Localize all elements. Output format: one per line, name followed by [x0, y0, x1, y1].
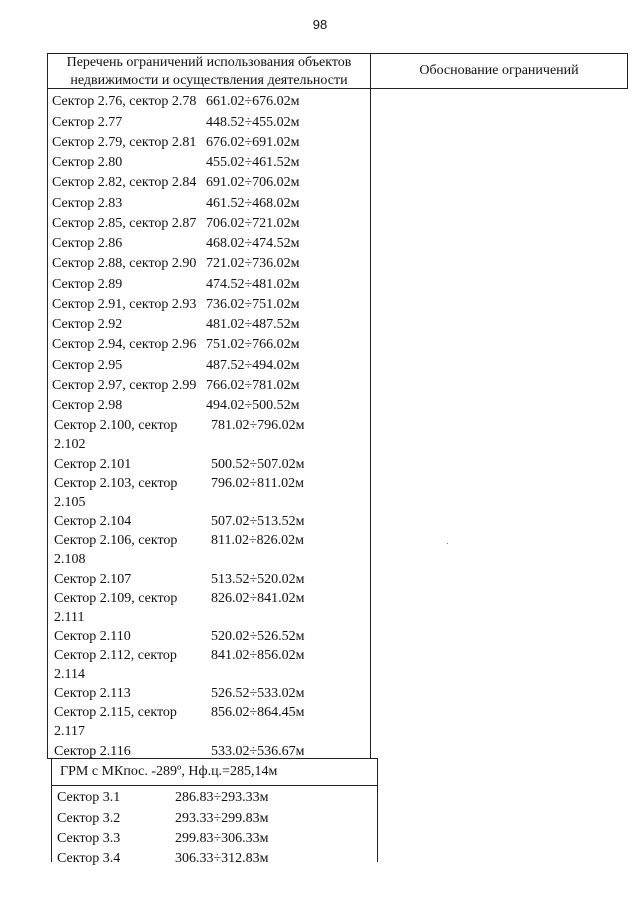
sector-range: 481.02÷487.52м — [206, 317, 300, 332]
sector-range: 856.02÷864.45м — [211, 705, 305, 720]
sector-range: 299.83÷306.33м — [175, 831, 269, 846]
section-row — [57, 849, 373, 868]
table-row — [54, 570, 370, 589]
sector-name: Сектор 2.112, сектор — [54, 648, 177, 663]
sector-name: Сектор 2.104 — [54, 514, 132, 529]
sector-name: Сектор 2.95 — [52, 358, 123, 373]
page-number: 98 — [312, 17, 328, 32]
sector-name: Сектор 2.98 — [52, 398, 123, 413]
section-row — [57, 829, 373, 848]
table-row — [54, 589, 370, 627]
sector-name: Сектор 2.86 — [52, 236, 123, 251]
sector-range: 513.52÷520.02м — [211, 572, 305, 587]
table-row — [52, 376, 368, 395]
table-left-border-lower — [51, 758, 52, 862]
sector-range: 706.02÷721.02м — [206, 216, 300, 231]
section-row — [57, 788, 373, 807]
sector-name-continuation: 2.102 — [54, 437, 86, 452]
table-row — [52, 133, 368, 152]
sector-range: 474.52÷481.02м — [206, 277, 300, 292]
sector-name: Сектор 2.97, сектор 2.99 — [52, 378, 197, 393]
sector-range: 520.02÷526.52м — [211, 629, 305, 644]
table-row — [52, 396, 368, 415]
sector-name: Сектор 2.89 — [52, 277, 123, 292]
sector-name: Сектор 2.103, сектор — [54, 476, 178, 491]
header-column-restrictions — [48, 54, 370, 90]
sector-name: Сектор 2.106, сектор — [54, 533, 178, 548]
sector-range: 826.02÷841.02м — [211, 591, 305, 606]
table-row — [52, 295, 368, 314]
sector-range: 661.02÷676.02м — [206, 94, 300, 109]
table-row — [52, 335, 368, 354]
table-left-border — [47, 53, 48, 758]
sector-name-continuation: 2.114 — [54, 667, 85, 682]
table-row — [52, 153, 368, 172]
sector-name-continuation: 2.105 — [54, 495, 86, 510]
table-row — [54, 742, 370, 761]
column-divider — [370, 53, 371, 758]
sector-name: Сектор 2.91, сектор 2.93 — [52, 297, 197, 312]
table-row — [54, 474, 370, 512]
section-bottom-border — [51, 785, 378, 786]
sector-name: Сектор 2.92 — [52, 317, 123, 332]
sector-range: 533.02÷536.67м — [211, 744, 305, 759]
sector-range: 721.02÷736.02м — [206, 256, 300, 271]
table-row — [52, 194, 368, 213]
table-row — [52, 275, 368, 294]
table-row — [52, 234, 368, 253]
section-row — [57, 809, 373, 828]
sector-name: Сектор 3.4 — [57, 851, 121, 866]
table-row — [52, 214, 368, 233]
sector-name: Сектор 2.88, сектор 2.90 — [52, 256, 197, 271]
sector-name: Сектор 2.83 — [52, 196, 123, 211]
sector-name: Сектор 2.80 — [52, 155, 123, 170]
sector-range: 736.02÷751.02м — [206, 297, 300, 312]
sector-range: 526.52÷533.02м — [211, 686, 305, 701]
table-row — [52, 173, 368, 192]
sector-name: Сектор 2.79, сектор 2.81 — [52, 135, 197, 150]
table-row — [52, 315, 368, 334]
table-row — [54, 703, 370, 741]
sector-name: Сектор 2.77 — [52, 115, 123, 130]
sector-range: 841.02÷856.02м — [211, 648, 305, 663]
sector-range: 286.83÷293.33м — [175, 790, 269, 805]
sector-range: 751.02÷766.02м — [206, 337, 300, 352]
sector-name: Сектор 2.116 — [54, 744, 131, 759]
sector-name: Сектор 3.1 — [57, 790, 121, 805]
sector-name: Сектор 2.109, сектор — [54, 591, 178, 606]
table-row — [54, 512, 370, 531]
sector-name-continuation: 2.117 — [54, 724, 85, 739]
sector-name: Сектор 2.94, сектор 2.96 — [52, 337, 197, 352]
sector-range: 487.52÷494.02м — [206, 358, 300, 373]
table-row — [52, 254, 368, 273]
sector-name: Сектор 3.2 — [57, 811, 121, 826]
table-row — [54, 646, 370, 684]
sector-name-continuation: 2.111 — [54, 610, 85, 625]
sector-name: Сектор 2.82, сектор 2.84 — [52, 175, 197, 190]
table-right-border — [627, 53, 628, 88]
sector-range: 306.33÷312.83м — [175, 851, 269, 866]
sector-range: 448.52÷455.02м — [206, 115, 300, 130]
sector-range: 507.02÷513.52м — [211, 514, 305, 529]
sector-name: Сектор 2.101 — [54, 457, 132, 472]
sector-name: Сектор 2.113 — [54, 686, 131, 701]
sector-name: Сектор 2.107 — [54, 572, 132, 587]
section-title: ГРМ с МКпос. -289º, Нф.ц.=285,14м — [60, 764, 278, 779]
column-divider-lower — [377, 758, 378, 862]
sector-name: Сектор 3.3 — [57, 831, 121, 846]
table-row — [52, 113, 368, 132]
table-row — [54, 531, 370, 569]
sector-name: Сектор 2.85, сектор 2.87 — [52, 216, 197, 231]
sector-range: 500.52÷507.02м — [211, 457, 305, 472]
table-row — [52, 356, 368, 375]
header-line-2: недвижимости и осуществления деятельности — [70, 73, 348, 88]
sector-range: 796.02÷811.02м — [211, 476, 305, 491]
sector-range: 293.33÷299.83м — [175, 811, 269, 826]
header-line-1: Перечень ограничений использования объектов — [66, 55, 352, 70]
table-row — [54, 455, 370, 474]
sector-name: Сектор 2.76, сектор 2.78 — [52, 94, 197, 109]
table-row — [54, 684, 370, 703]
sector-name-continuation: 2.108 — [54, 552, 86, 567]
sector-name: Сектор 2.100, сектор — [54, 418, 178, 433]
sector-range: 494.02÷500.52м — [206, 398, 300, 413]
table-row — [54, 627, 370, 646]
sector-range: 766.02÷781.02м — [206, 378, 300, 393]
sector-name: Сектор 2.110 — [54, 629, 131, 644]
scan-speck — [447, 543, 448, 544]
sector-range: 781.02÷796.02м — [211, 418, 305, 433]
header-column-justification: Обоснование ограничений — [419, 63, 579, 78]
sector-range: 468.02÷474.52м — [206, 236, 300, 251]
sector-range: 676.02÷691.02м — [206, 135, 300, 150]
sector-range: 691.02÷706.02м — [206, 175, 300, 190]
sector-range: 811.02÷826.02м — [211, 533, 305, 548]
sector-range: 455.02÷461.52м — [206, 155, 300, 170]
sector-name: Сектор 2.115, сектор — [54, 705, 177, 720]
sector-range: 461.52÷468.02м — [206, 196, 300, 211]
table-row — [54, 416, 370, 454]
table-row — [52, 92, 368, 111]
